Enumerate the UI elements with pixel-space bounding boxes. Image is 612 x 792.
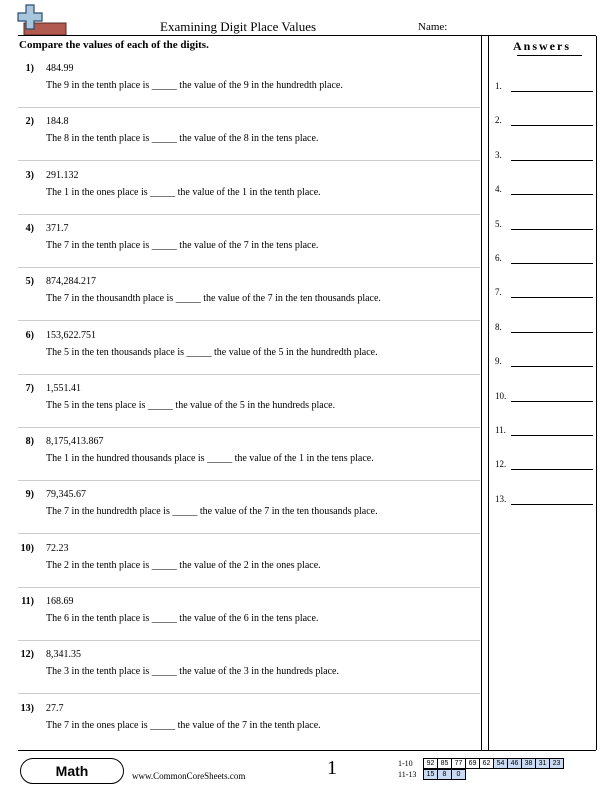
question-text: The 5 in the ten thousands place is _____ the value of the 5 in the hundredth place. [46, 346, 378, 358]
column-divider [488, 36, 489, 750]
score-row-label: 11-13 [398, 770, 417, 779]
answer-label: 5. [495, 218, 502, 229]
question-separator [18, 267, 480, 268]
answer-blank[interactable] [511, 435, 593, 436]
question-value: 184.8 [46, 116, 69, 128]
answer-blank[interactable] [511, 263, 593, 264]
score-row [423, 758, 564, 769]
score-cell: 85 [438, 759, 452, 769]
answer-label: 2. [495, 115, 502, 126]
question-number: 4) [25, 222, 34, 234]
question-separator [18, 374, 480, 375]
question-text: The 6 in the tenth place is _____ the value of the 6 in the tens place. [46, 613, 319, 624]
question-text: The 7 in the ones place is _____ the value of the 7 in the tenth place. [46, 719, 321, 731]
answer-blank[interactable] [511, 332, 593, 333]
answers-heading: Answers [513, 39, 571, 53]
question-separator [18, 160, 480, 161]
answers-heading-underline [517, 55, 582, 56]
question-number: 8) [25, 436, 34, 448]
score-cell: 15 [424, 770, 438, 780]
question-value: 153,622.751 [46, 329, 96, 341]
page-title: Examining Digit Place Values [160, 19, 317, 34]
question-number: 13) [20, 702, 34, 714]
answer-blank[interactable] [511, 401, 593, 402]
answer-label: 10. [495, 390, 507, 401]
question-number: 11) [21, 596, 34, 607]
answer-label: 9. [495, 356, 502, 367]
question-text: The 3 in the tenth place is _____ the value of the 3 in the hundreds place. [46, 666, 339, 678]
question-text: The 5 in the tens place is _____ the value of the 5 in the hundreds place. [46, 399, 336, 411]
score-cell: 54 [494, 759, 508, 769]
score-cell: 23 [550, 759, 564, 769]
score-row [423, 769, 466, 780]
question-separator [18, 693, 480, 694]
question-text: The 7 in the hundredth place is _____ the value of the 7 in the ten thousands place. [46, 506, 378, 518]
question-text: The 1 in the ones place is _____ the value of the 1 in the tenth place. [46, 186, 321, 198]
score-cell: 0 [452, 770, 466, 780]
question-text: The 9 in the tenth place is _____ the value of the 9 in the hundredth place. [46, 80, 343, 91]
question-separator [18, 533, 480, 534]
question-text: The 7 in the thousandth place is _____ the value of the 7 in the ten thousands place. [46, 293, 381, 305]
answer-blank[interactable] [511, 160, 593, 161]
question-value: 27.7 [46, 702, 64, 714]
question-text: The 2 in the tenth place is _____ the value of the 2 in the ones place. [46, 559, 321, 571]
answer-label: 6. [495, 253, 502, 263]
question-number: 5) [25, 276, 34, 288]
question-value: 8,341.35 [46, 649, 81, 661]
answer-label: 8. [495, 321, 502, 332]
answer-label: 13. [495, 493, 507, 504]
question-text: The 7 in the tenth place is _____ the value of the 7 in the tens place. [46, 239, 319, 251]
question-separator [18, 107, 480, 108]
question-text: The 1 in the hundred thousands place is _____ the value of the 1 in the tens place. [46, 453, 374, 465]
score-cell: 92 [424, 759, 438, 769]
question-value: 1,551.41 [46, 382, 81, 394]
question-separator [18, 640, 480, 641]
answer-blank[interactable] [511, 504, 593, 505]
score-cell: 77 [452, 759, 466, 769]
question-number: 10) [20, 542, 34, 554]
score-cell: 62 [480, 759, 494, 769]
score-cell: 31 [536, 759, 550, 769]
page-number: 1 [327, 757, 337, 779]
header-divider [18, 35, 596, 36]
answer-label: 12. [495, 459, 507, 470]
question-separator [18, 214, 480, 215]
question-text: The 8 in the tenth place is _____ the value of the 8 in the tens place. [46, 133, 319, 145]
question-value: 484.99 [46, 63, 74, 74]
question-number: 9) [25, 489, 34, 501]
footer-divider [18, 750, 596, 751]
answer-blank[interactable] [511, 194, 593, 195]
plus-sign-logo-icon [17, 3, 69, 37]
question-separator [18, 480, 480, 481]
answer-label: 1. [495, 81, 502, 91]
answer-blank[interactable] [511, 91, 593, 92]
score-cell: 69 [466, 759, 480, 769]
score-row-label: 1-10 [398, 759, 413, 768]
right-border [596, 36, 597, 750]
question-value: 291.132 [46, 169, 79, 181]
score-cell: 38 [522, 759, 536, 769]
question-number: 12) [20, 649, 34, 661]
question-number: 6) [25, 329, 34, 341]
answer-label: 3. [495, 149, 502, 160]
answer-blank[interactable] [511, 125, 593, 126]
question-value: 72.23 [46, 542, 69, 554]
answer-blank[interactable] [511, 366, 593, 367]
question-number: 2) [25, 116, 34, 128]
question-number: 1) [25, 63, 34, 74]
question-separator [18, 320, 480, 321]
column-divider [481, 36, 482, 750]
question-separator [18, 427, 480, 428]
question-value: 79,345.67 [46, 489, 86, 501]
question-number: 7) [25, 382, 34, 394]
question-value: 8,175,413.867 [46, 436, 104, 448]
answer-label: 7. [495, 287, 502, 298]
instructions: Compare the values of each of the digits. [19, 39, 209, 51]
question-number: 3) [25, 169, 34, 181]
score-cell: 8 [438, 770, 452, 780]
answer-blank[interactable] [511, 229, 593, 230]
question-value: 168.69 [46, 596, 74, 607]
question-value: 874,284.217 [46, 276, 96, 288]
answer-label: 4. [495, 184, 502, 195]
question-separator [18, 587, 480, 588]
answer-blank[interactable] [511, 297, 593, 298]
name-label: Name: [418, 21, 448, 33]
answer-blank[interactable] [511, 469, 593, 470]
score-cell: 46 [508, 759, 522, 769]
question-value: 371.7 [46, 222, 69, 234]
answer-label: 11. [495, 425, 506, 435]
website-link[interactable]: www.CommonCoreSheets.com [132, 771, 246, 781]
subject-badge: Math [20, 758, 124, 784]
